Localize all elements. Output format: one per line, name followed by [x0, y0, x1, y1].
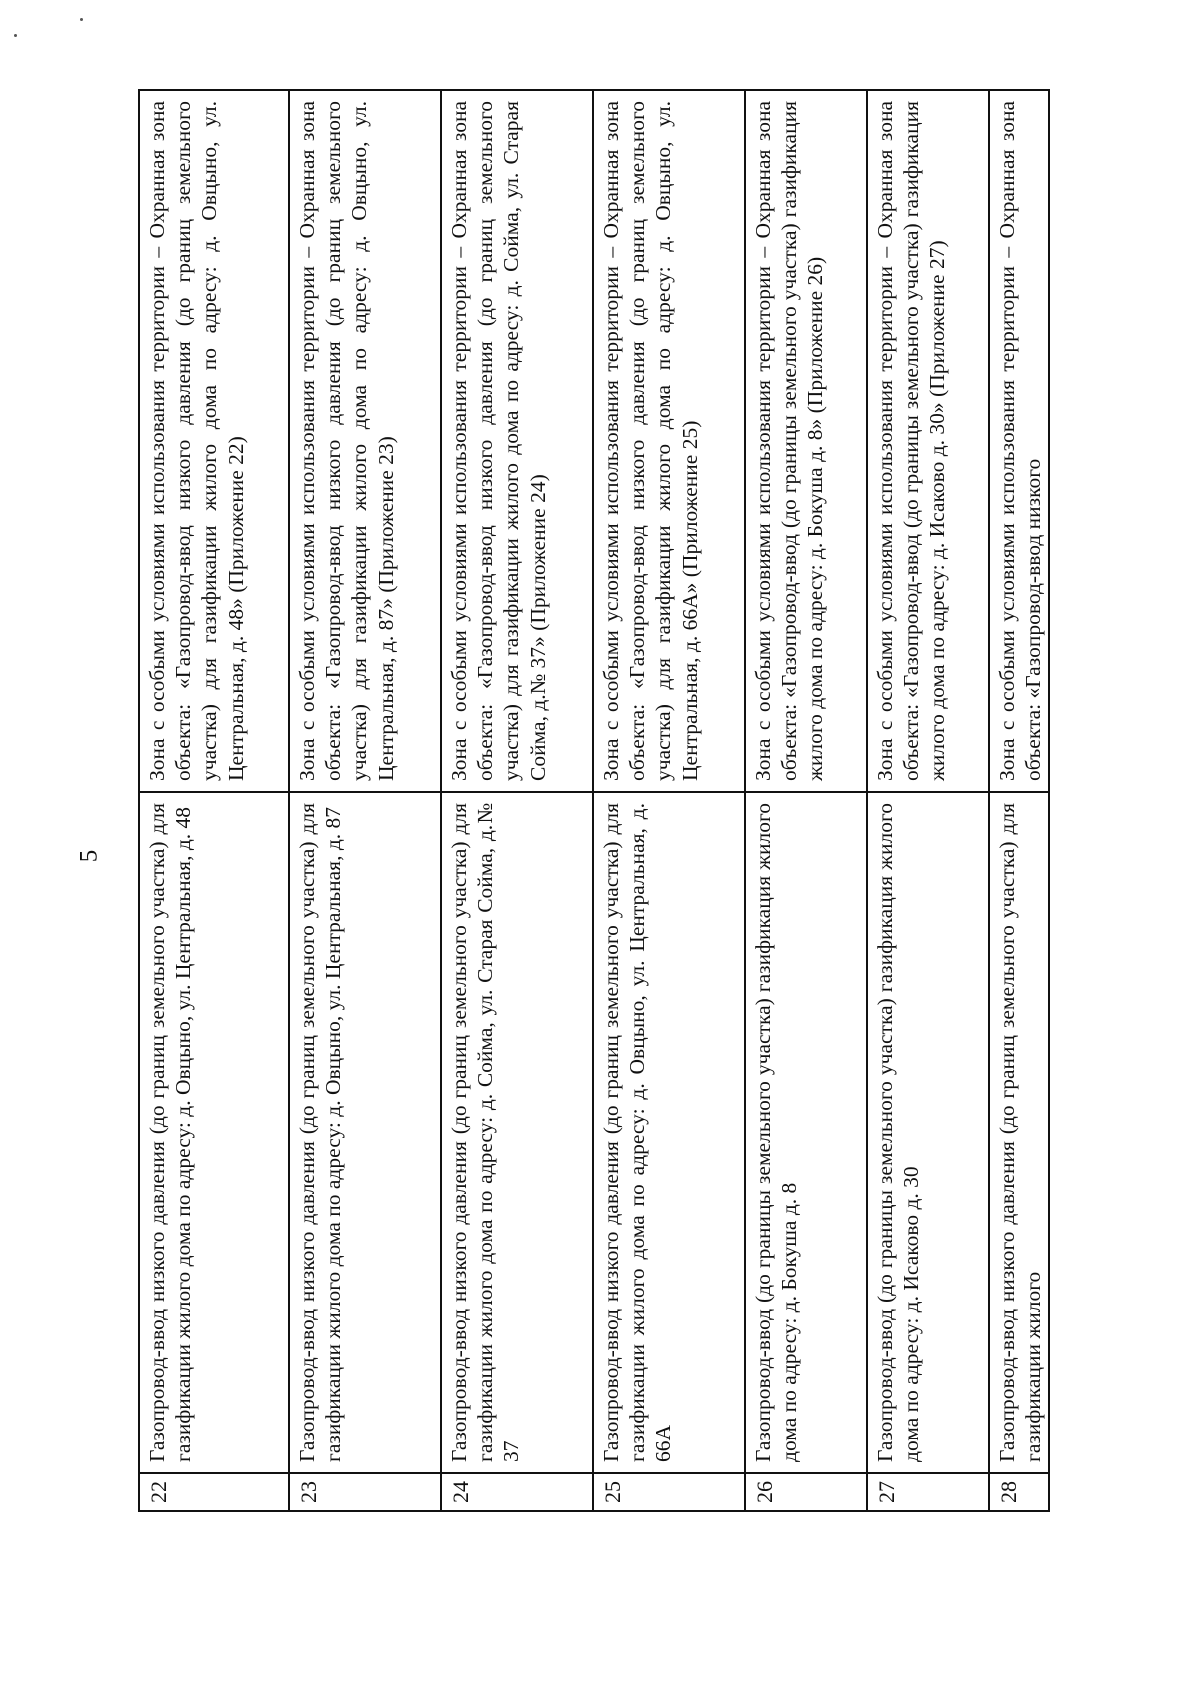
row-number: 24	[441, 1473, 593, 1511]
object-name: Газопровод-ввод низкого давления (до границ земельного участка) для газификации жилого дома по адресу: д. Овцыно, ул. Центральная, д. 66А	[593, 792, 745, 1473]
row-number: 25	[593, 1473, 745, 1511]
row-number: 22	[139, 1473, 289, 1511]
object-name: Газопровод-ввод низкого давления (до границ земельного участка) для газификации жилого дома по адресу: д. Овцыно, ул. Центральная, д. 87	[289, 792, 441, 1473]
zone-description: Зона с особыми условиями использования территории – Охранная зона объекта: «Газопровод-ввод низкого давления (до границ земельного участка) для газификации жилого дома по адресу: д. Сойма, ул. Старая Сойма, д.№ 37» (Приложение 24)	[441, 90, 593, 792]
page-number: 5	[75, 849, 103, 863]
table-row	[289, 90, 441, 1511]
table-frame	[138, 91, 1046, 1512]
row-number: 27	[867, 1473, 989, 1511]
row-number: 26	[745, 1473, 867, 1511]
scan-speck	[14, 34, 17, 37]
table-row	[139, 90, 289, 1511]
row-number: 28	[989, 1473, 1049, 1511]
table-row	[593, 90, 745, 1511]
zone-description: Зона с особыми условиями использования территории – Охранная зона объекта: «Газопровод-ввод низкого давления (до границ земельного участка) для газификации жилого дома по адресу: д. Овцыно, ул. Центральная, д. 48» (Приложение 22)	[139, 90, 289, 792]
object-name: Газопровод-ввод низкого давления (до границ земельного участка) для газификации жилого дома по адресу: д. Сойма, ул. Старая Сойма, д.№ 37	[441, 792, 593, 1473]
object-name: Газопровод-ввод (до границы земельного участка) газификация жилого дома по адресу: д. Исаково д. 30	[867, 792, 989, 1473]
object-name: Газопровод-ввод (до границы земельного участка) газификация жилого дома по адресу: д. Бокуша д. 8	[745, 792, 867, 1473]
table-row	[867, 90, 989, 1511]
zone-description: Зона с особыми условиями использования территории – Охранная зона объекта: «Газопровод-ввод (до границы земельного участка) газификация жилого дома по адресу: д. Исаково д. 30» (Приложение 27)	[867, 90, 989, 792]
zone-description: Зона с особыми условиями использования территории – Охранная зона объекта: «Газопровод-ввод низкого давления (до границ земельного участка) для газификации жилого дома по адресу: д. Овцыно, ул. Центральная, д. 66А» (Приложение 25)	[593, 90, 745, 792]
register-table	[138, 89, 1050, 1512]
object-name: Газопровод-ввод низкого давления (до границ земельного участка) для газификации жилого	[989, 792, 1049, 1473]
zone-description: Зона с особыми условиями использования территории – Охранная зона объекта: «Газопровод-ввод (до границы земельного участка) газификация жилого дома по адресу: д. Бокуша д. 8» (Приложение 26)	[745, 90, 867, 792]
zone-description: Зона с особыми условиями использования территории – Охранная зона объекта: «Газопровод-ввод низкого давления (до границ земельного участка) для газификации жилого дома по адресу: д. Овцыно, ул. Центральная, д. 87» (Приложение 23)	[289, 90, 441, 792]
table-row	[441, 90, 593, 1511]
scan-speck	[80, 18, 83, 21]
table-row	[989, 90, 1049, 1511]
object-name: Газопровод-ввод низкого давления (до границ земельного участка) для газификации жилого дома по адресу: д. Овцыно, ул. Центральная, д. 48	[139, 792, 289, 1473]
row-number: 23	[289, 1473, 441, 1511]
zone-description: Зона с особыми условиями использования территории – Охранная зона объекта: «Газопровод-ввод низкого	[989, 90, 1049, 792]
table-row	[745, 90, 867, 1511]
